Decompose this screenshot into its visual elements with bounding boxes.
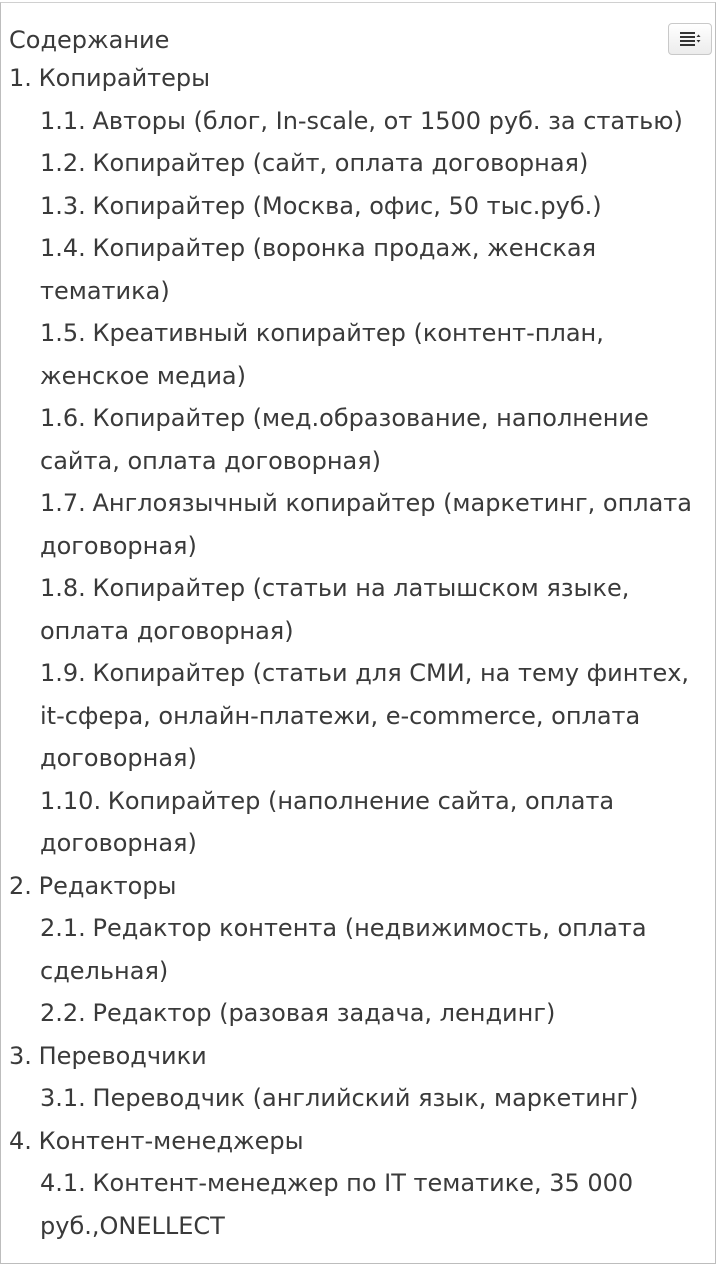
toc-section-link[interactable] [9, 1127, 304, 1155]
toc-section-label: Редакторы [38, 871, 177, 900]
toc-section-number: 3. [9, 1041, 32, 1070]
toc-item-label: Копирайтер (статьи для СМИ, на тему финтех, it-сфера, онлайн-платежи, e-commerce, оплата договорная) [40, 659, 690, 772]
toc-item-link[interactable] [40, 659, 689, 772]
toc-section [1, 865, 715, 1035]
toc-item-number: 1.1. [40, 106, 86, 135]
toc-section-row [1, 1120, 715, 1163]
toc-sublist [1, 100, 715, 865]
table-of-contents [0, 2, 716, 1264]
toc-item-link[interactable] [40, 914, 647, 985]
toc-item-link[interactable] [40, 319, 604, 390]
toc-item-number: 1.2. [40, 149, 86, 177]
toc-item [1, 227, 715, 312]
toc-item [1, 100, 715, 143]
toc-section-label: Контент-менеджеры [38, 1126, 304, 1155]
toc-section-row [1, 57, 715, 100]
toc-item-number: 1.10. [40, 786, 102, 815]
toc-item-number: 1.6. [40, 404, 86, 432]
toc-item-label: Копирайтер (сайт, оплата договорная) [92, 149, 589, 177]
toc-item-label: Копирайтер (мед.образование, наполнение сайта, оплата договорная) [40, 404, 649, 475]
toc-item-label: Копирайтер (воронка продаж, женская тематика) [40, 234, 597, 305]
toc-item-number: 3.1. [40, 1084, 86, 1112]
toc-section [1, 1035, 715, 1120]
toc-item-link[interactable] [40, 999, 555, 1027]
toc-list [1, 57, 715, 1247]
toc-section-row [1, 1035, 715, 1078]
list-toggle-icon [678, 30, 702, 48]
toc-item-link[interactable] [40, 489, 692, 560]
toc-item [1, 567, 715, 652]
toc-section-number: 1. [9, 64, 32, 92]
toc-item [1, 397, 715, 482]
toc-item [1, 185, 715, 228]
toc-item-label: Редактор (разовая задача, лендинг) [92, 999, 556, 1027]
toc-section [1, 1120, 715, 1248]
toc-section-label: Переводчики [38, 1041, 207, 1070]
toc-item [1, 907, 715, 992]
toc-item-label: Креативный копирайтер (контент-план, женское медиа) [40, 319, 604, 390]
toc-item [1, 312, 715, 397]
toc-item-link[interactable] [40, 149, 588, 177]
toc-item-number: 2.2. [40, 999, 86, 1027]
toc-item-link[interactable] [40, 787, 614, 858]
toc-section-number: 2. [9, 871, 32, 900]
toc-item [1, 1162, 715, 1247]
toc-section-link[interactable] [9, 1042, 207, 1070]
toc-item-link[interactable] [40, 192, 602, 220]
toc-item-link[interactable] [40, 404, 649, 475]
toc-item-number: 1.7. [40, 489, 86, 517]
toc-section [1, 57, 715, 865]
toc-item-label: Копирайтер (статьи на латышском языке, оплата договорная) [40, 574, 630, 645]
toc-item [1, 992, 715, 1035]
toc-toggle-button[interactable] [668, 23, 712, 55]
toc-item-number: 1.8. [40, 574, 86, 602]
toc-item-number: 1.3. [40, 191, 86, 220]
toc-item [1, 780, 715, 865]
toc-section-link[interactable] [9, 64, 210, 92]
toc-sublist [1, 1077, 715, 1120]
toc-item-label: Копирайтер (Москва, офис, 50 тыс.руб.) [92, 191, 602, 220]
toc-item-label: Англоязычный копирайтер (маркетинг, оплата договорная) [40, 489, 692, 560]
toc-item-number: 1.4. [40, 234, 86, 262]
toc-item [1, 142, 715, 185]
toc-item-link[interactable] [40, 1169, 633, 1240]
toc-section-number: 4. [9, 1126, 32, 1155]
toc-item [1, 652, 715, 780]
toc-item-number: 4.1. [40, 1169, 86, 1197]
toc-item-label: Редактор контента (недвижимость, оплата сдельная) [40, 914, 647, 985]
toc-item-link[interactable] [40, 1084, 639, 1112]
toc-item-label: Контент-менеджер по IT тематике, 35 000 руб.,ONELLECT [40, 1169, 634, 1240]
toc-header [1, 3, 715, 57]
toc-item [1, 1077, 715, 1120]
toc-item-link[interactable] [40, 107, 683, 135]
toc-sublist [1, 1162, 715, 1247]
toc-item-link[interactable] [40, 574, 629, 645]
toc-item [1, 482, 715, 567]
toc-item-link[interactable] [40, 234, 596, 305]
toc-section-row [1, 865, 715, 908]
toc-item-number: 1.5. [40, 319, 86, 347]
toc-item-label: Авторы (блог, In-scale, от 1500 руб. за статью) [92, 106, 683, 135]
toc-title: Содержание [9, 26, 170, 54]
toc-item-label: Копирайтер (наполнение сайта, оплата договорная) [40, 786, 615, 857]
toc-sublist [1, 907, 715, 1035]
toc-item-label: Переводчик (английский язык, маркетинг) [92, 1084, 639, 1112]
toc-section-link[interactable] [9, 872, 177, 900]
toc-item-number: 1.9. [40, 659, 86, 687]
toc-item-number: 2.1. [40, 914, 86, 942]
toc-section-label: Копирайтеры [38, 64, 211, 92]
